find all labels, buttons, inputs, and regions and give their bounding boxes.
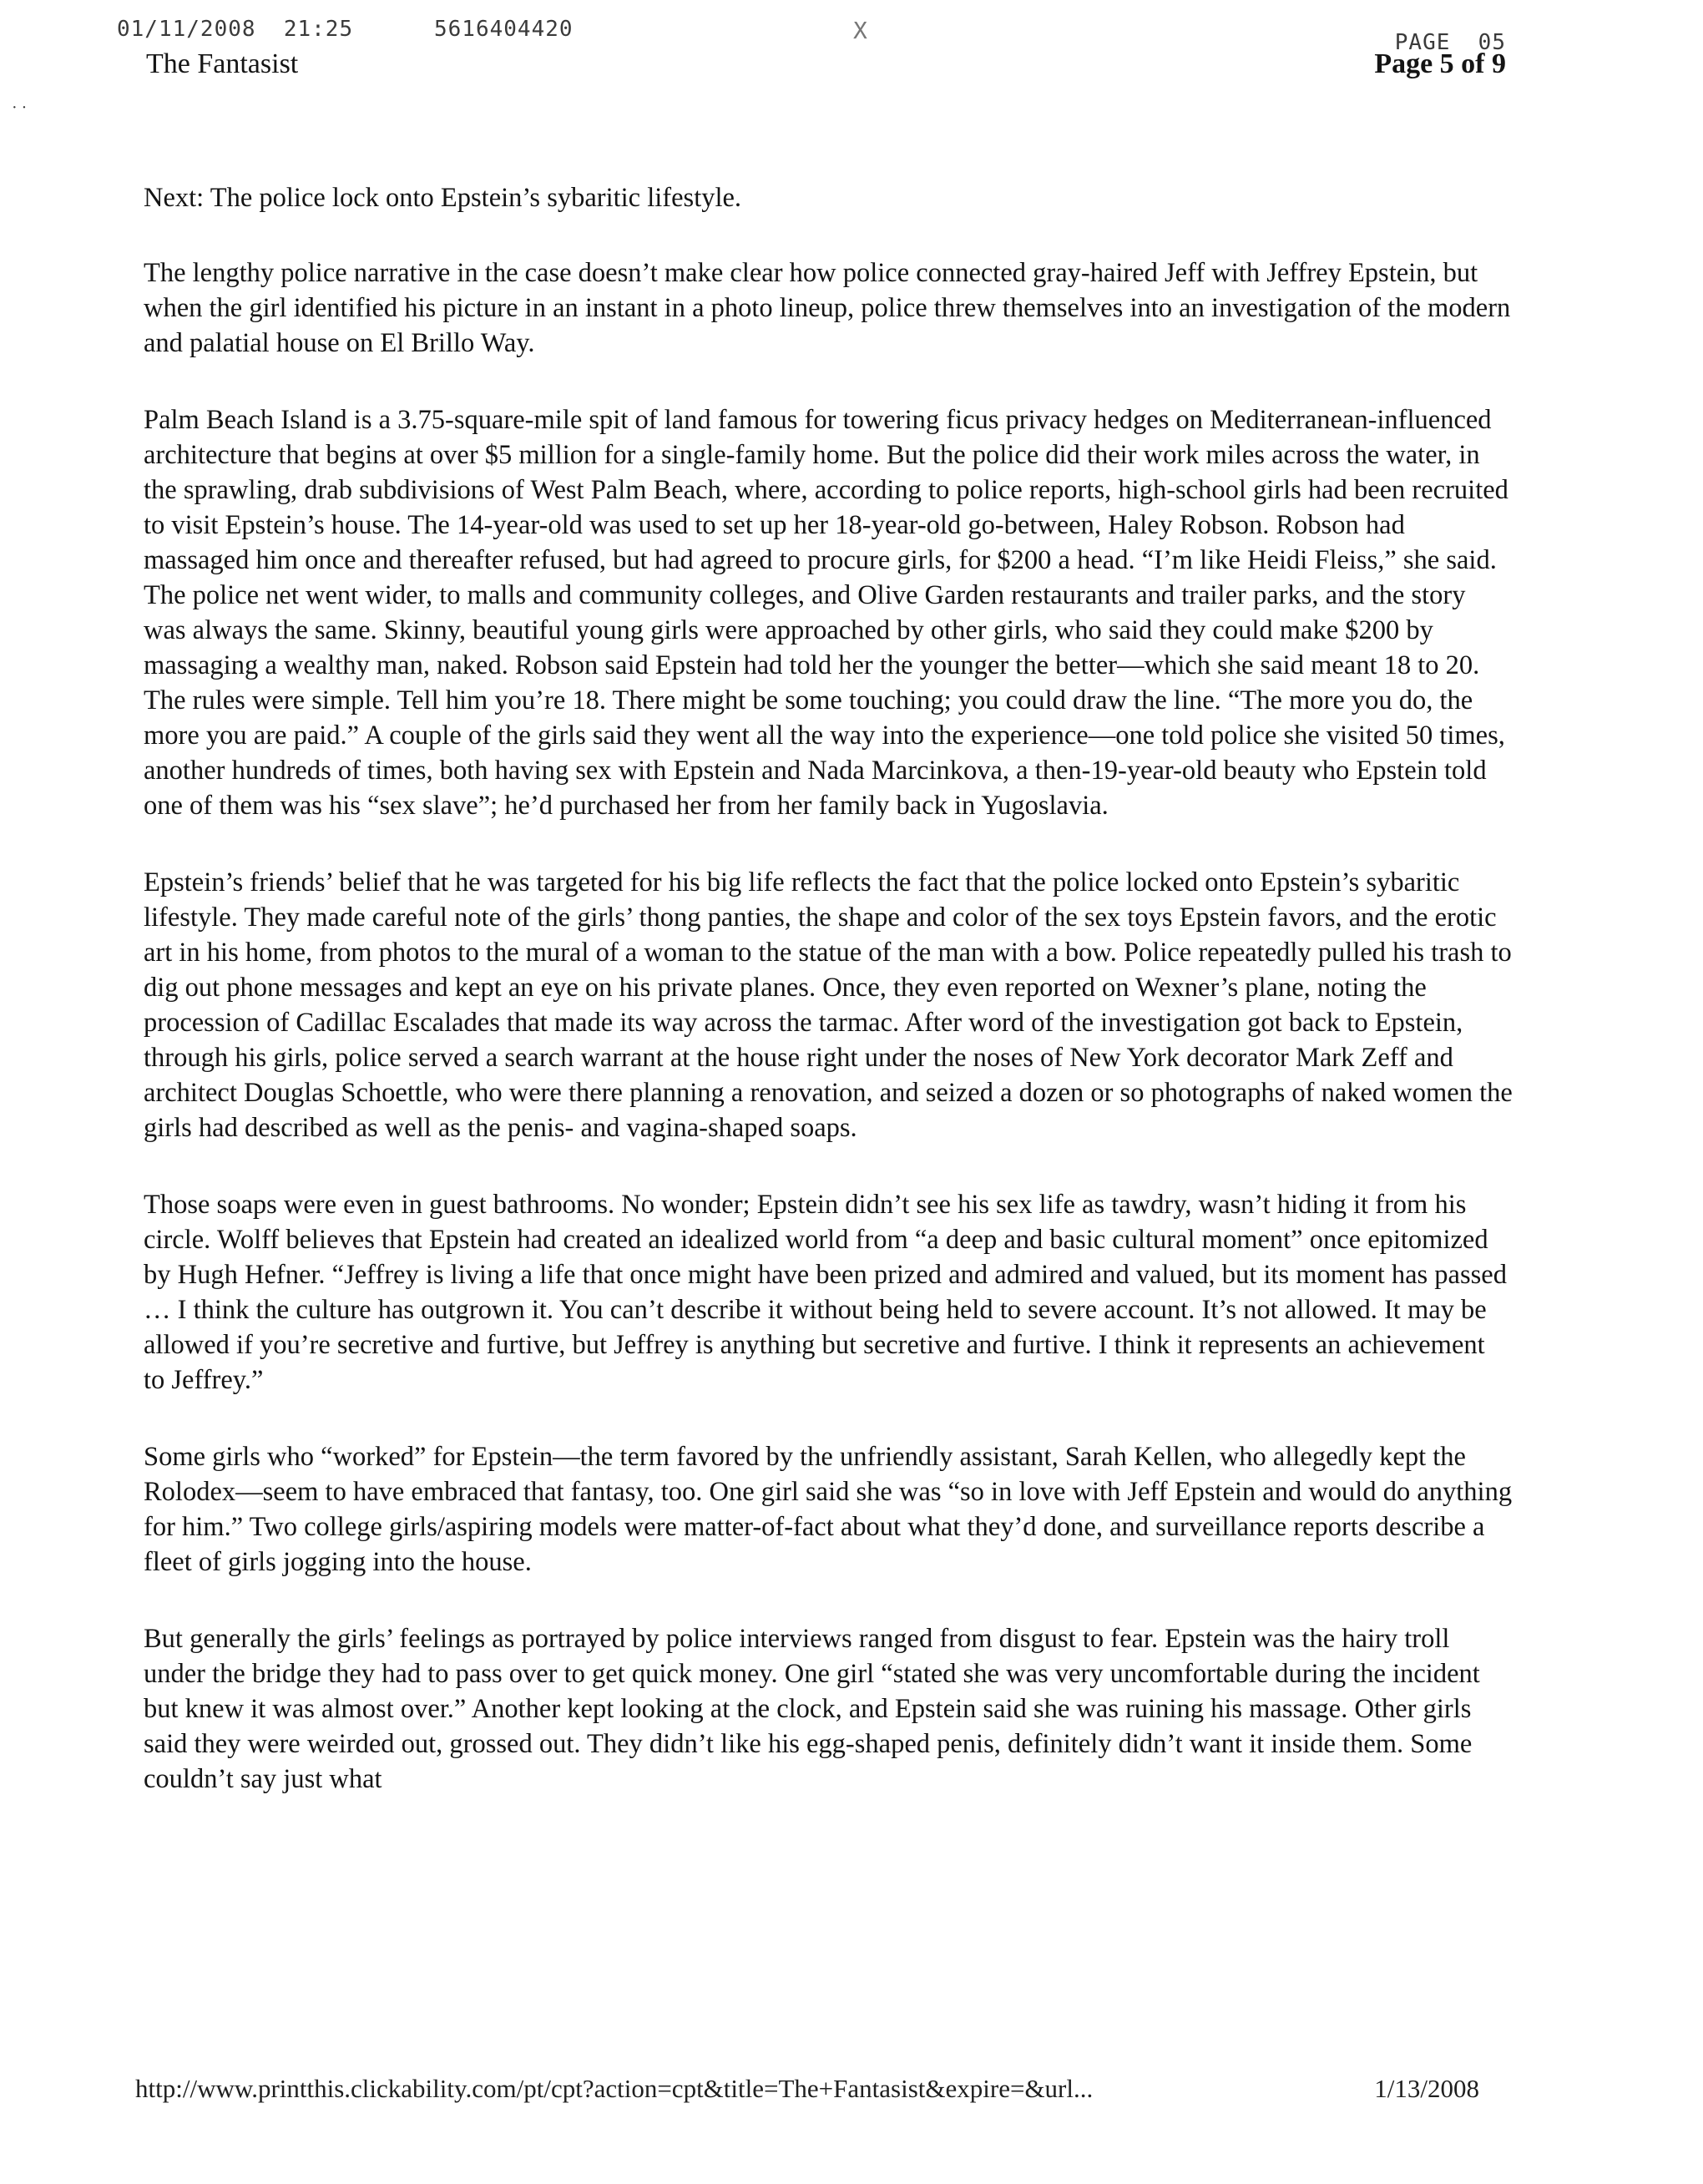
page-counter: Page 5 of 9 [1374, 48, 1506, 79]
fax-mark: X [853, 17, 868, 44]
fax-timestamp: 01/11/2008 21:25 [117, 17, 354, 42]
article-paragraph-2: Palm Beach Island is a 3.75-square-mile spit of land famous for towering ficus privacy hedges on Mediterranean-influenced architecture that begins at over $5 million for a single-family home. But the police did their work miles across the water, in the sprawling, drab subdivisions of West Palm Beach, where, according to police reports, high-school girls had been recruited to visit Epstein’s house. The 14-year-old was used to set up her 18-year-old go-between, Haley Robson. Robson had massaged him once and thereafter refused, but had agreed to procure girls, for $200 a head. “I’m like Heidi Fleiss,” she said. The police net went wider, to malls and community colleges, and Olive Garden restaurants and trailer parks, and the story was always the same. Skinny, beautiful young girls were approached by other girls, who said they could make $200 by massaging a wealthy man, naked. Robson said Epstein had told her the younger the better—which she said meant 18 to 20. The rules were simple. Tell him you’re 18. There might be some touching; you could draw the line. “The more you do, the more you are paid.” A couple of the girls said they went all the way into the experience—one told police she visited 50 times, another hundreds of times, both having sex with Epstein and Nada Marcinkova, a then-19-year-old beauty who Epstein told one of them was his “sex slave”; he’d purchased her from her family back in Yugoslavia. [144, 405, 1508, 821]
scan-speck: · · [12, 99, 28, 117]
article-paragraph-5: Some girls who “worked” for Epstein—the term favored by the unfriendly assistant, Sarah Kellen, who allegedly kept the Rolodex—seem to have embraced that fantasy, too. One girl said she was “so in love with Jeff Epstein and would do anything for him.” Two college girls/aspiring models were matter-of-fact about what they’d done, and surveillance reports describe a fleet of girls jogging into the house. [144, 1442, 1513, 1577]
article-paragraph-6: But generally the girls’ feelings as portrayed by police interviews ranged from disgust to fear. Epstein was the hairy troll under the bridge they had to pass over to get quick money. One girl “stated she was very uncomfortable during the incident but knew it was almost over.” Another kept looking at the clock, and Epstein said she was ruining his massage. Other girls said they were weirded out, grossed out. They didn’t like his egg-shaped penis, definitely didn’t want it inside them. Some couldn’t say just what [144, 1624, 1480, 1794]
footer-date: 1/13/2008 [1374, 2074, 1479, 2103]
footer-url: http://www.printthis.clickability.com/pt/cpt?action=cpt&title=The+Fantasist&expire=&url... [135, 2074, 1094, 2103]
next-section-teaser: Next: The police lock onto Epstein’s sybaritic lifestyle. [144, 183, 742, 213]
article-paragraph-3: Epstein’s friends’ belief that he was targeted for his big life reflects the fact that the police locked onto Epstein’s sybaritic lifestyle. They made careful note of the girls’ thong panties, the shape and color of the sex toys Epstein favors, and the erotic art in his home, from photos to the mural of a woman to the statue of the man with a bow. Police repeatedly pulled his trash to dig out phone messages and kept an eye on his private planes. Once, they even reported on Wexner’s plane, noting the procession of Cadillac Escalades that made its way across the tarmac. After word of the investigation got back to Epstein, through his girls, police served a search warrant at the house right under the noses of New York decorator Mark Zeff and architect Douglas Schoettle, who were there planning a renovation, and seized a dozen or so photographs of naked women the girls had described as well as the penis- and vagina-shaped soaps. [144, 867, 1513, 1143]
document-title: The Fantasist [146, 48, 299, 79]
fax-phone-number: 5616404420 [434, 17, 574, 42]
article-body [144, 180, 1513, 1838]
article-paragraph-4: Those soaps were even in guest bathrooms. No wonder; Epstein didn’t see his sex life as tawdry, wasn’t hiding it from his circle. Wolff believes that Epstein had created an idealized world from “a deep and basic cultural moment” once epitomized by Hugh Hefner. “Jeffrey is living a life that once might have been prized and admired and valued, but its moment has passed … I think the culture has outgrown it. You can’t describe it without being held to severe account. It’s not allowed. It may be allowed if you’re secretive and furtive, but Jeffrey is anything but secretive and furtive. I think it represents an achievement to Jeffrey.” [144, 1190, 1507, 1395]
fax-page-number: PAGE 05 [1394, 30, 1506, 55]
article-paragraph-1: The lengthy police narrative in the case doesn’t make clear how police connected gray-haired Jeff with Jeffrey Epstein, but when the girl identified his picture in an instant in a photo lineup, police threw themselves into an investigation of the modern and palatial house on El Brillo Way. [144, 258, 1511, 358]
